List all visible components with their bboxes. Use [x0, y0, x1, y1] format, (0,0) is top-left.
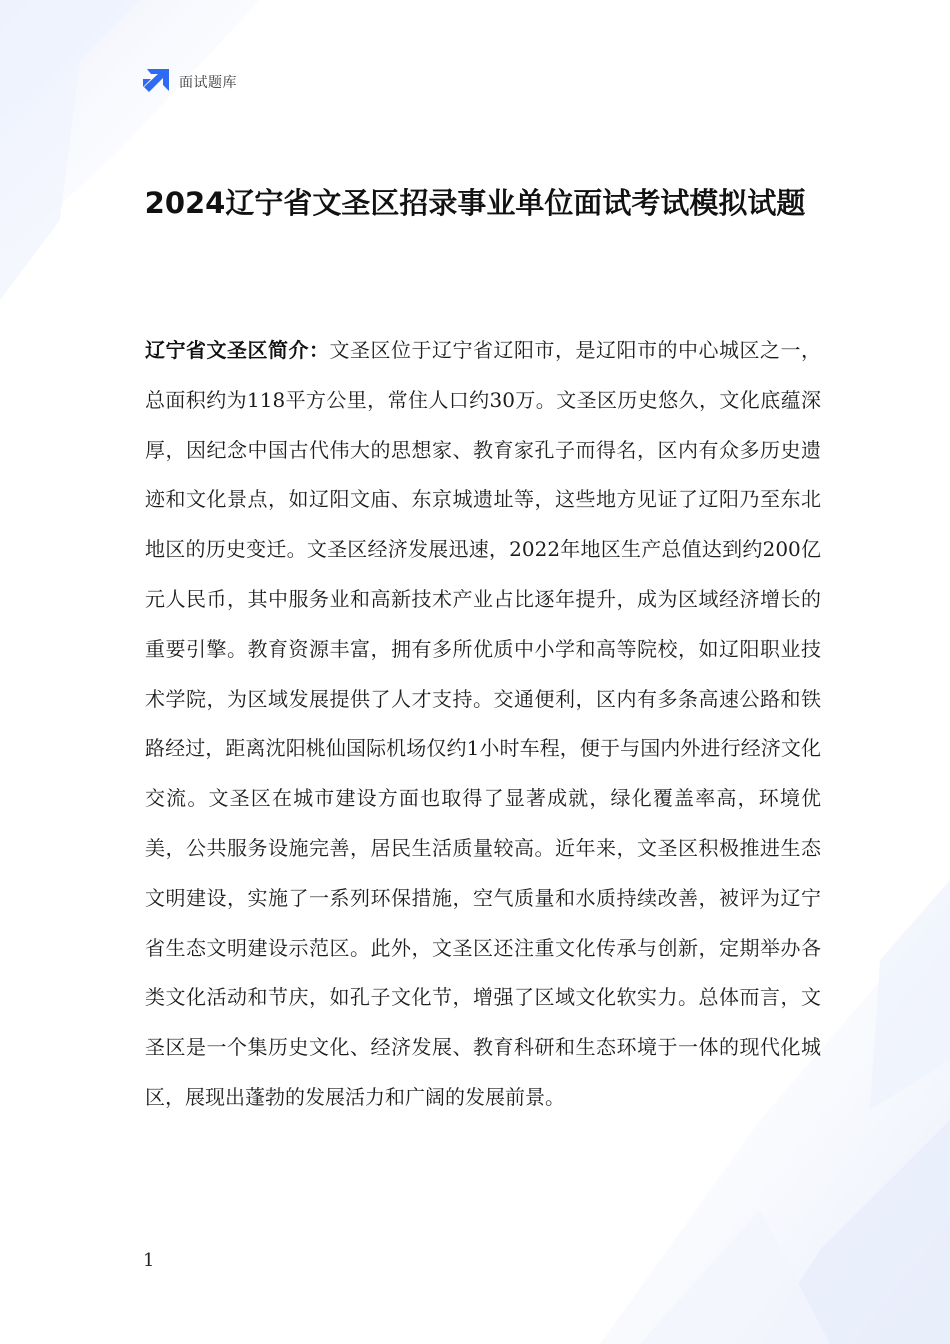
intro-text: 文圣区位于辽宁省辽阳市，是辽阳市的中心城区之一，总面积约为118平方公里，常住人口约30万。文圣区历史悠久，文化底蕴深厚，因纪念中国古代伟大的思想家、教育家孔子而得名，区内有众多历史遗迹和文化景点，如辽阳文庙、东京城遗址等，这些地方见证了辽阳乃至东北地区的历史变迁。文圣区经济发展迅速，2022年地区生产总值达到约200亿元人民币，其中服务业和高新技术产业占比逐年提升，成为区域经济增长的重要引擎。教育资源丰富，拥有多所优质中小学和高等院校，如辽阳职业技术学院，为区域发展提供了人才支持。交通便利，区内有多条高速公路和铁路经过，距离沈阳桃仙国际机场仅约1小时车程，便于与国内外进行经济文化交流。文圣区在城市建设方面也取得了显著成就，绿化覆盖率高，环境优美，公共服务设施完善，居民生活质量较高。近年来，文圣区积极推进生态文明建设，实施了一系列环保措施，空气质量和水质持续改善，被评为辽宁省生态文明建设示范区。此外，文圣区还注重文化传承与创新，定期举办各类文化活动和节庆，如孔子文化节，增强了区域文化软实力。总体而言，文圣区是一个集历史文化、经济发展、教育科研和生态环境于一体的现代化城区，展现出蓬勃的发展活力和广阔的发展前景。 [145, 338, 821, 1109]
intro-paragraph [145, 326, 821, 1123]
document-title: 2024辽宁省文圣区招录事业单位面试考试模拟试题 [144, 186, 806, 220]
arrow-up-right-icon [143, 69, 169, 95]
header [143, 68, 237, 96]
brand-name: 面试题库 [179, 75, 237, 91]
page-number: 1 [143, 1250, 155, 1271]
intro-label: 辽宁省文圣区简介： [145, 338, 330, 362]
